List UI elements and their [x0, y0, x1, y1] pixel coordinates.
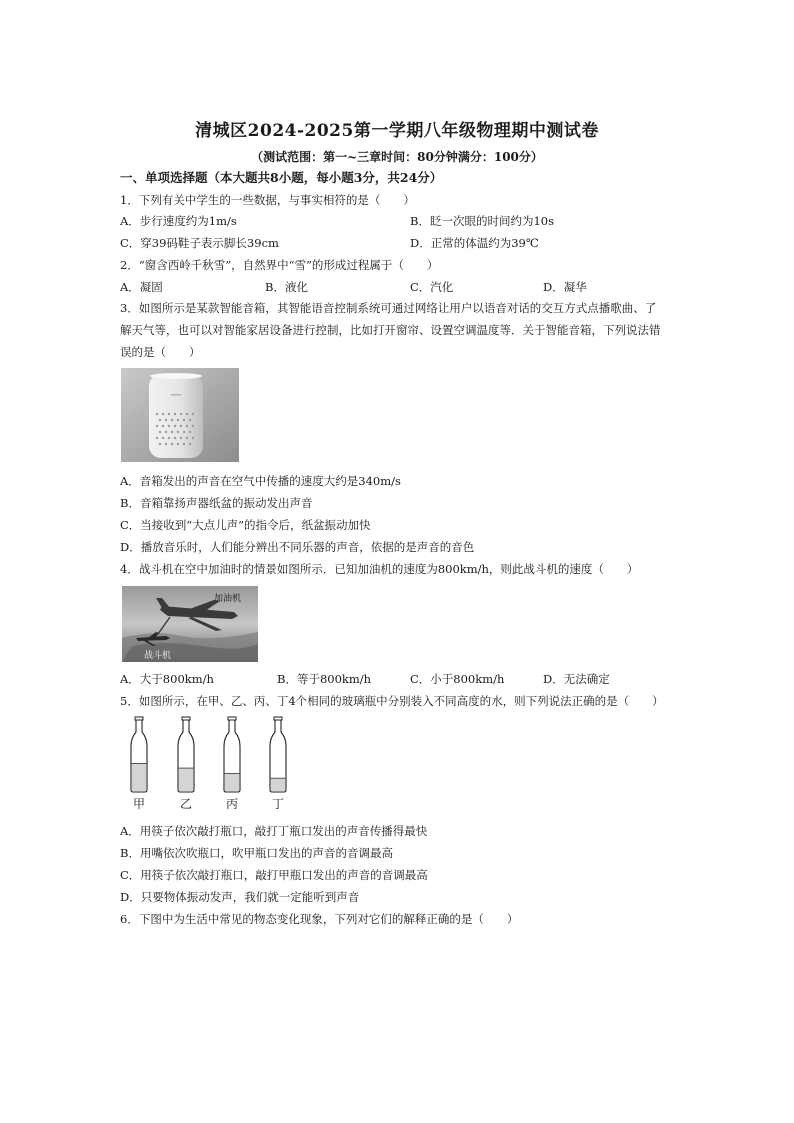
q5-option-b: B．用嘴依次吹瓶口，吹甲瓶口发出的声音的音调最高: [120, 846, 393, 860]
q2-option-b: B．液化: [265, 280, 308, 294]
bottle-3: [224, 717, 240, 792]
bottle-lip-1: [135, 717, 143, 720]
bottle-label-jia: 甲: [132, 797, 145, 811]
q3-option-b: B．音箱靠扬声器纸盆的振动发出声音: [120, 496, 313, 510]
q3-option-c: C．当接收到“大点儿声”的指令后，纸盆振动加快: [120, 518, 371, 532]
label-fighter: 战斗机: [144, 651, 172, 661]
bottle-label-bing: 丙: [225, 797, 238, 811]
q1-option-a: A．步行速度约为1m/s: [120, 214, 237, 228]
bottle-water-1: [132, 763, 146, 791]
bottle-4: [270, 717, 286, 792]
q3-option-d: D．播放音乐时，人们能分辨出不同乐器的声音，依据的是声音的音色: [120, 540, 475, 554]
label-tanker: 加油机: [214, 594, 242, 604]
q2-option-d: D．凝华: [543, 280, 587, 294]
bottle-2: [178, 717, 194, 792]
q3-stem-line-2: 解天气等，也可以对智能家居设备进行控制，比如打开窗帘、设置空调温度等．关于智能音箱，下列说法错: [120, 323, 661, 337]
q3-option-a: A．音箱发出的声音在空气中传播的速度大约是340m/s: [120, 474, 401, 488]
q4-option-d: D．无法确定: [543, 672, 610, 686]
q4-option-a: A．大于800km/h: [120, 672, 214, 686]
q4-option-c: C．小于800km/h: [410, 672, 505, 686]
bottle-1: [131, 717, 147, 792]
q2-option-c: C．汽化: [410, 280, 454, 294]
exam-title: 清城区2024-2025第一学期八年级物理期中测试卷: [195, 121, 599, 141]
q5-stem: 5．如图所示，在甲、乙、丙、丁4个相同的玻璃瓶中分别装入不同高度的水，则下列说法正确的是（ ）: [120, 694, 664, 708]
q3-stem-line-1: 3．如图所示是某款智能音箱，其智能语音控制系统可通过网络让用户以语音对话的交互方式点播歌曲、了: [120, 301, 657, 315]
bottle-label-ding: 丁: [271, 797, 284, 811]
bottles-drawing: [120, 716, 300, 794]
q2-stem: 2．“窗含西岭千秋雪”，自然界中“雪”的形成过程属于（ ）: [120, 258, 439, 272]
q5-option-c: C．用筷子依次敲打瓶口，敲打甲瓶口发出的声音的音调最高: [120, 868, 428, 882]
bottle-label-yi: 乙: [179, 797, 192, 811]
q1-option-c: C．穿39码鞋子表示脚长39cm: [120, 236, 279, 250]
bottles-figure: [120, 716, 300, 812]
q6-stem: 6．下图中为生活中常见的物态变化现象，下列对它们的解释正确的是（ ）: [120, 912, 519, 926]
smart-speaker-photo: [121, 368, 239, 462]
air-refueling-photo: [122, 586, 258, 662]
exam-subtitle: （测试范围：第一~三章时间：80分钟满分：100分）: [251, 150, 543, 164]
bottle-water-2: [179, 768, 193, 791]
q1-option-b: B．眨一次眼的时间约为10s: [410, 214, 554, 228]
bottle-lip-2: [182, 717, 190, 720]
q2-option-a: A．凝固: [120, 280, 163, 294]
q5-option-d: D．只要物体振动发声，我们就一定能听到声音: [120, 890, 360, 904]
bottle-water-4: [271, 778, 285, 791]
q1-option-d: D．正常的体温约为39℃: [410, 236, 539, 250]
q4-option-b: B．等于800km/h: [277, 672, 372, 686]
q1-stem: 1．下列有关中学生的一些数据，与事实相符的是（ ）: [120, 193, 415, 207]
bottle-lip-4: [274, 717, 282, 720]
q5-option-a: A．用筷子依次敲打瓶口，敲打丁瓶口发出的声音传播得最快: [120, 824, 428, 838]
bottle-water-3: [225, 774, 239, 791]
q3-stem-line-3: 误的是（ ）: [120, 345, 201, 359]
section-heading: 一、单项选择题（本大题共8小题，每小题3分，共24分）: [120, 170, 443, 185]
bottle-lip-3: [228, 717, 236, 720]
q4-stem: 4．战斗机在空中加油时的情景如图所示．已知加油机的速度为800km/h，则此战斗机的速度（ ）: [120, 562, 639, 576]
